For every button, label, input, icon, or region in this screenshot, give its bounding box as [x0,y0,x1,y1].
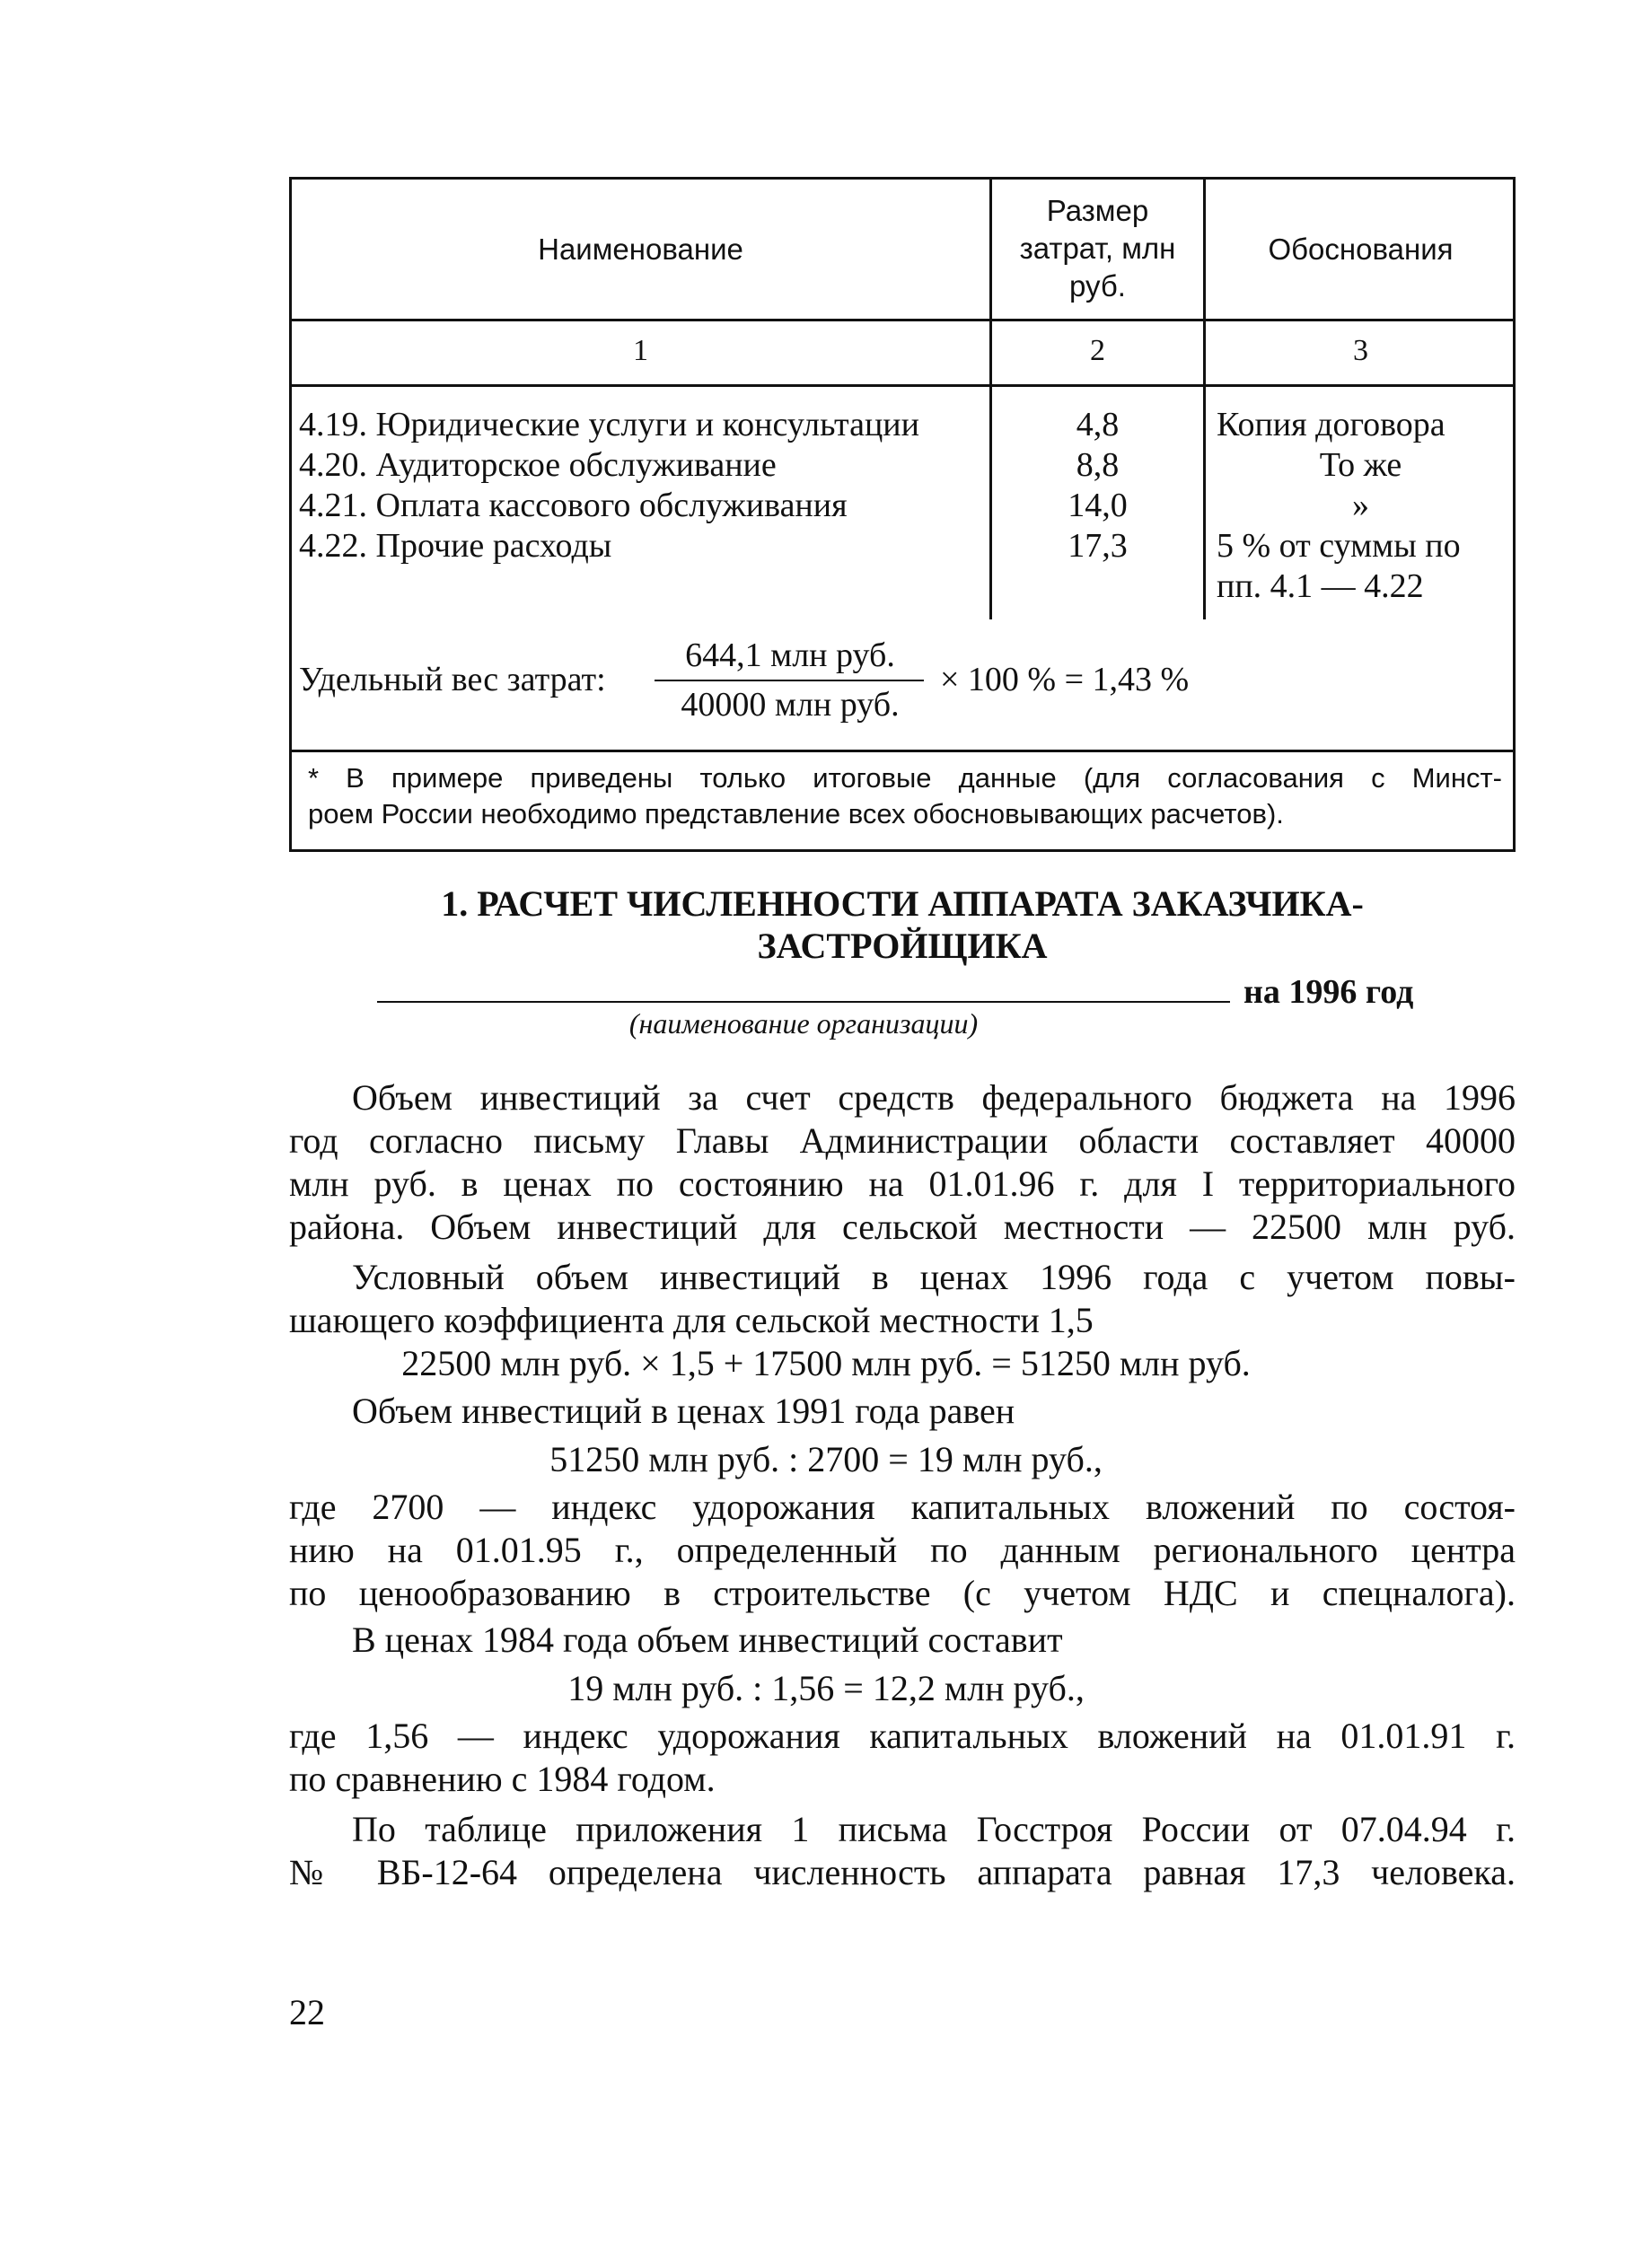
row-basis: Копия договора [1217,406,1446,443]
paragraph-line: млн руб. в ценах по состоянию на 01.01.96 г. для I территориального [289,1163,1516,1204]
paragraph-line: нию на 01.01.95 г., определенный по данным регионального центра [289,1530,1516,1570]
header-divider [292,319,1513,321]
formula-denominator: 40000 млн руб. [681,686,900,724]
paragraph-line: где 2700 — индекс удорожания капитальных вложений по состоя- [289,1487,1516,1527]
formula-result: × 100 % = 1,43 % [940,661,1190,698]
formula-numerator: 644,1 млн руб. [685,636,895,674]
section-title-cont: ЗАСТРОЙЩИКА [757,926,1048,966]
year-label: на 1996 год [1243,973,1414,1011]
formula-line: 22500 млн руб. × 1,5 + 17500 млн руб. = 51250 млн руб. [401,1343,1251,1383]
row-name: 4.19. Юридические услуги и консультации [299,406,919,443]
paragraph-line: где 1,56 — индекс удорожания капитальных вложений на 01.01.91 г. [289,1716,1516,1756]
paragraph-line: шающего коэффициента для сельской местности 1,5 [289,1300,1094,1340]
paragraph-line: Условный объем инвестиций в ценах 1996 года с учетом повы- [352,1257,1516,1297]
formula-line: 51250 млн руб. : 2700 = 19 млн руб., [549,1439,1103,1479]
organization-caption: (наименование организации) [628,1007,979,1040]
colnum-2: 2 [1090,334,1105,367]
paragraph-line: год согласно письму Главы Администрации области составляет 40000 [289,1120,1516,1161]
paragraph-line: № ВБ-12-64 определена численность аппарата равная 17,3 человека. [289,1852,1516,1892]
row-basis: То же [1319,446,1402,484]
paragraph-line: Объем инвестиций за счет средств федерального бюджета на 1996 [352,1077,1516,1118]
row-cost: 14,0 [1068,487,1128,524]
colnum-3: 3 [1353,334,1368,367]
paragraph-line: района. Объем инвестиций для сельской местности — 22500 млн руб. [289,1207,1516,1247]
paragraph-line: По таблице приложения 1 письма Госстроя России от 07.04.94 г. [352,1809,1516,1849]
formula-label: Удельный вес затрат: [299,661,606,698]
row-basis: пп. 4.1 — 4.22 [1217,567,1424,605]
colnum-divider [292,384,1513,387]
paragraph-line: Объем инвестиций в ценах 1991 года равен [352,1391,1015,1431]
footnote-divider [292,750,1513,752]
row-cost: 4,8 [1076,406,1120,443]
page-number: 22 [289,1992,325,2032]
fraction-bar [655,680,924,681]
row-cost: 8,8 [1076,446,1120,484]
row-basis: » [1352,487,1369,524]
row-basis: 5 % от суммы по [1217,527,1461,565]
colnum-1: 1 [633,334,648,367]
formula-line: 19 млн руб. : 1,56 = 12,2 млн руб., [567,1668,1085,1708]
header-basis: Обоснования [1268,233,1454,266]
footnote: * В примере приведены только итоговые данные (для согласования с Минст- роем России необходимо представление всех обосновывающих расчетов). [308,762,1502,829]
organization-blank-line [377,1001,1230,1003]
paragraph-line: по ценообразованию в строительстве (с учетом НДС и спецналога). [289,1573,1516,1613]
header-cost: Размер затрат, млн руб. [1019,194,1176,303]
row-name: 4.21. Оплата кассового обслуживания [299,487,848,524]
row-name: 4.22. Прочие расходы [299,527,612,565]
header-name: Наименование [538,233,743,266]
paragraph-line: по сравнению с 1984 годом. [289,1759,716,1799]
paragraph-line: В ценах 1984 года объем инвестиций составит [352,1619,1063,1660]
section-title: 1. РАСЧЕТ ЧИСЛЕННОСТИ АППАРАТА ЗАКАЗЧИКА- [441,883,1364,924]
row-cost: 17,3 [1068,527,1128,565]
row-name: 4.20. Аудиторское обслуживание [299,446,777,484]
cost-table [289,177,1516,852]
